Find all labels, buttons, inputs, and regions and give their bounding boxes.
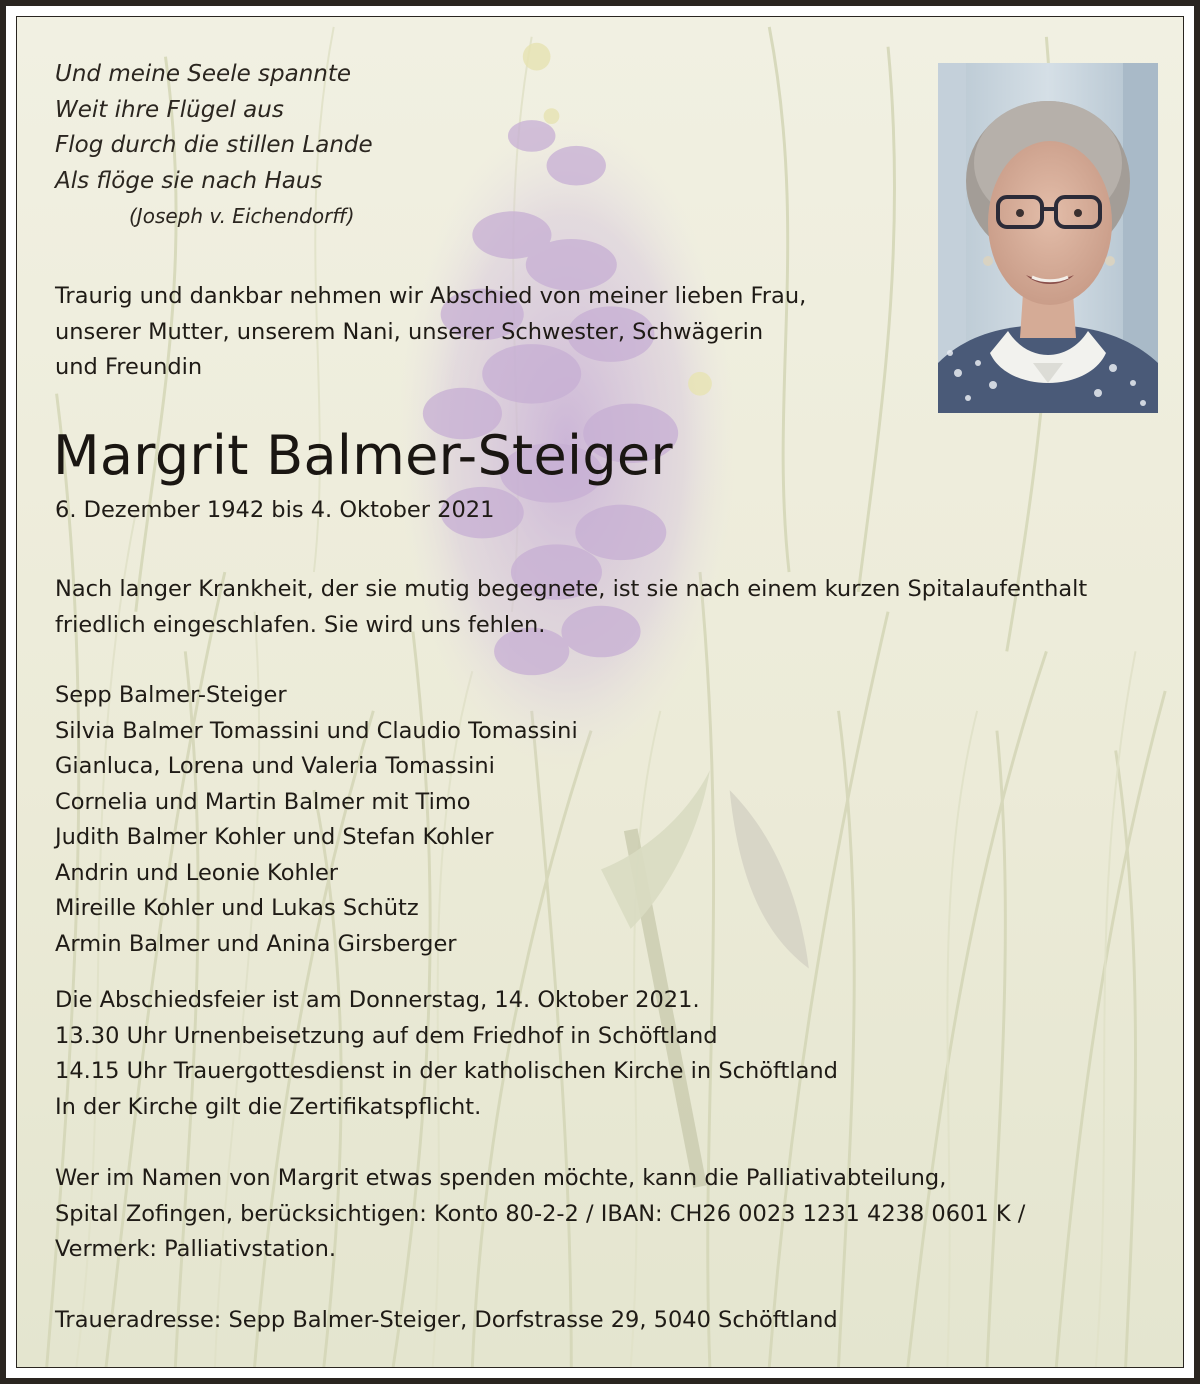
ceremony-line: Die Abschiedsfeier ist am Donnerstag, 14. Oktober 2021. (55, 987, 700, 1013)
mourner-entry: Sepp Balmer-Steiger (55, 682, 287, 708)
mourning-address (55, 1303, 838, 1339)
mourners-list (55, 678, 578, 962)
deceased-name: Margrit Balmer-Steiger (53, 424, 673, 487)
obituary-panel (16, 16, 1184, 1368)
intro-line: und Freundin (55, 354, 203, 380)
mourner-entry: Gianluca, Lorena und Valeria Tomassini (55, 753, 495, 779)
donation-line: Wer im Namen von Margrit etwas spenden möchte, kann die Palliativabteilung, (55, 1165, 947, 1191)
poem-line: Und meine Seele spannte (55, 61, 352, 87)
message-line: friedlich eingeschlafen. Sie wird uns fehlen. (55, 611, 546, 638)
mourner-entry: Cornelia und Martin Balmer mit Timo (55, 788, 471, 815)
poem-author: (Joseph v. Eichendorff) (129, 204, 355, 228)
ceremony-line: 13.30 Uhr Urnenbeisetzung auf dem Friedhof in Schöftland (55, 1022, 718, 1049)
ceremony-line: In der Kirche gilt die Zertifikatspflicht. (55, 1093, 482, 1120)
message-line: Nach langer Krankheit, der sie mutig begegnete, ist sie nach einem kurzen Spitalaufenthalt (55, 576, 1088, 602)
ceremony-info (55, 983, 838, 1125)
donation-line: Spital Zofingen, berücksichtigen: Konto 80-2-2 / IBAN: CH26 0023 1231 4238 0601 K / (55, 1200, 1026, 1227)
intro-line: unserer Mutter, unserem Nani, unserer Schwester, Schwägerin (55, 318, 764, 345)
donation-info (55, 1161, 1025, 1268)
poem (55, 57, 373, 235)
mourner-entry: Andrin und Leonie Kohler (55, 859, 339, 886)
message-text (55, 572, 1087, 643)
life-dates-text: 6. Dezember 1942 bis 4. Oktober 2021 (55, 497, 495, 523)
portrait-photo (938, 63, 1158, 413)
poem-line: Flog durch die stillen Lande (55, 132, 373, 158)
intro-line: Traurig und dankbar nehmen wir Abschied von meiner lieben Frau, (55, 283, 807, 309)
mourner-entry: Judith Balmer Kohler und Stefan Kohler (55, 824, 494, 850)
mourning-address-text: Traueradresse: Sepp Balmer-Steiger, Dorfstrasse 29, 5040 Schöftland (55, 1307, 838, 1333)
mourner-entry: Armin Balmer und Anina Girsberger (55, 930, 457, 957)
intro-text (55, 279, 806, 386)
mourner-entry: Mireille Kohler und Lukas Schütz (55, 895, 419, 921)
life-dates (55, 493, 494, 529)
ceremony-line: 14.15 Uhr Trauergottesdienst in der katholischen Kirche in Schöftland (55, 1058, 838, 1084)
poem-line: Weit ihre Flügel aus (55, 96, 284, 123)
donation-line: Vermerk: Palliativstation. (55, 1236, 336, 1262)
mourner-entry: Silvia Balmer Tomassini und Claudio Tomassini (55, 717, 578, 744)
poem-line: Als flöge sie nach Haus (55, 167, 323, 194)
